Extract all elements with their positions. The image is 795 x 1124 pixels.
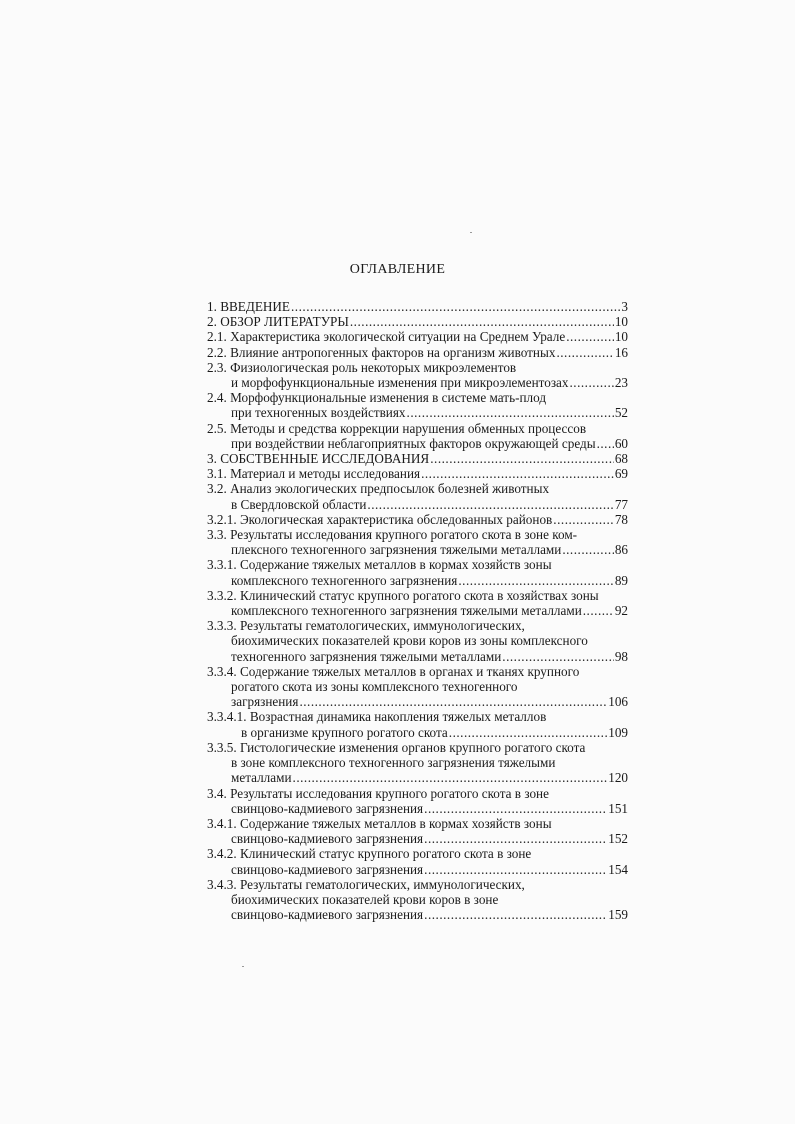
toc-entry[interactable] bbox=[207, 664, 628, 710]
toc-entry-text: свинцово-кадмиевого загрязнения bbox=[231, 800, 424, 816]
toc-line bbox=[207, 892, 628, 907]
toc-entry-text: техногенного загрязнения тяжелыми металлами bbox=[231, 648, 502, 664]
toc-entry-text: 3.2.1. Экологическая характеристика обследованных районов bbox=[207, 511, 553, 527]
dot-leader bbox=[583, 603, 614, 618]
toc-entry-text: 3.4.2. Клинический статус крупного рогатого скота в зоне bbox=[207, 846, 532, 862]
dot-leader bbox=[299, 694, 607, 709]
toc-line bbox=[207, 329, 628, 344]
toc-entry-text: 3.3.4.1. Возрастная динамика накопления тяжелых металлов bbox=[207, 709, 547, 725]
toc-page-number: 86 bbox=[614, 542, 628, 558]
dot-leader bbox=[569, 375, 613, 390]
toc-line bbox=[207, 375, 628, 390]
toc-entry[interactable] bbox=[207, 740, 628, 786]
toc-entry[interactable] bbox=[207, 786, 628, 816]
toc-entry[interactable] bbox=[207, 709, 628, 739]
toc-page-number: 151 bbox=[608, 800, 628, 816]
toc-page-number: 16 bbox=[614, 344, 628, 360]
toc-line bbox=[207, 573, 628, 588]
toc-entry[interactable] bbox=[207, 846, 628, 876]
toc-line bbox=[207, 740, 628, 755]
dot-leader bbox=[597, 436, 614, 451]
toc-entry-text: 3.3. Результаты исследования крупного рогатого скота в зоне ком- bbox=[207, 527, 578, 543]
toc-page-number: 3 bbox=[621, 299, 628, 314]
toc-entry-text: в Свердловской области bbox=[231, 496, 367, 512]
dot-leader bbox=[430, 451, 614, 466]
dot-leader bbox=[566, 329, 614, 344]
toc-line bbox=[207, 755, 628, 770]
toc-line bbox=[207, 831, 628, 846]
toc-line bbox=[207, 512, 628, 527]
toc-line bbox=[207, 557, 628, 572]
toc-entry-text: 2. ОБЗОР ЛИТЕРАТУРЫ bbox=[207, 314, 349, 330]
toc-line bbox=[207, 725, 628, 740]
toc-entry-text: 3.3.2. Клинический статус крупного рогатого скота в хозяйствах зоны bbox=[207, 587, 599, 603]
toc-line bbox=[207, 633, 628, 648]
toc-line bbox=[207, 421, 628, 436]
toc-entry[interactable] bbox=[207, 421, 628, 451]
toc-page-number: 23 bbox=[614, 375, 628, 391]
toc-page-number: 98 bbox=[614, 648, 628, 664]
toc-entry-text: свинцово-кадмиевого загрязнения bbox=[231, 907, 424, 923]
dot-leader bbox=[553, 512, 614, 527]
toc-entry-text: 3.3.4. Содержание тяжелых металлов в органах и тканях крупного bbox=[207, 663, 580, 679]
toc-page-number: 77 bbox=[614, 496, 628, 512]
toc-line bbox=[207, 497, 628, 512]
toc-entry[interactable] bbox=[207, 329, 628, 344]
toc-entry-text: 3. СОБСТВЕННЫЕ ИССЛЕДОВАНИЯ bbox=[207, 451, 430, 467]
toc-page-number: 92 bbox=[614, 603, 628, 619]
dot-leader bbox=[424, 862, 607, 877]
toc-page-number: 69 bbox=[614, 466, 628, 482]
dot-leader bbox=[367, 497, 613, 512]
toc-entry[interactable] bbox=[207, 618, 628, 664]
toc-line bbox=[207, 816, 628, 831]
dot-leader bbox=[424, 907, 607, 922]
toc-page-number: 159 bbox=[608, 907, 628, 923]
toc-page-number: 60 bbox=[614, 435, 628, 451]
toc-line bbox=[207, 649, 628, 664]
toc-entry[interactable] bbox=[207, 299, 628, 314]
toc-line bbox=[207, 345, 628, 360]
toc-entry-text: свинцово-кадмиевого загрязнения bbox=[231, 831, 424, 847]
toc-entry-text: биохимических показателей крови коров в зоне bbox=[231, 891, 499, 907]
toc-entry-text: 1. ВВЕДЕНИЕ bbox=[207, 299, 290, 314]
toc-line bbox=[207, 862, 628, 877]
toc-page-number: 152 bbox=[608, 831, 628, 847]
toc-entry[interactable] bbox=[207, 588, 628, 618]
toc-line bbox=[207, 527, 628, 542]
toc-page-number: 68 bbox=[614, 451, 628, 467]
toc-entry-text: 3.3.5. Гистологические изменения органов крупного рогатого скота bbox=[207, 739, 586, 755]
toc-entry-text: плексного техногенного загрязнения тяжелыми металлами bbox=[231, 542, 562, 558]
toc-line bbox=[207, 694, 628, 709]
toc-line bbox=[207, 314, 628, 329]
toc-entry-text: комплексного техногенного загрязнения тяжелыми металлами bbox=[231, 603, 582, 619]
toc-entry-text: 3.4.3. Результаты гематологических, иммунологических, bbox=[207, 876, 525, 892]
toc-entry[interactable] bbox=[207, 314, 628, 329]
toc-entry-text: в организме крупного рогатого скота bbox=[241, 724, 448, 740]
toc-entry[interactable] bbox=[207, 877, 628, 923]
toc-line bbox=[207, 679, 628, 694]
toc-page-number: 89 bbox=[614, 572, 628, 588]
toc-line bbox=[207, 299, 628, 314]
dot-leader bbox=[293, 770, 608, 785]
dot-leader bbox=[556, 345, 613, 360]
toc-page-number: 10 bbox=[614, 329, 628, 345]
toc-entry-text: 2.3. Физиологическая роль некоторых микроэлементов bbox=[207, 359, 517, 375]
toc-page-number: 52 bbox=[614, 405, 628, 421]
toc-line bbox=[207, 786, 628, 801]
dot-leader bbox=[291, 299, 620, 314]
toc-line bbox=[207, 770, 628, 785]
toc-line bbox=[207, 907, 628, 922]
toc-page-number: 154 bbox=[608, 861, 628, 877]
toc-entry[interactable] bbox=[207, 390, 628, 420]
toc-entry[interactable] bbox=[207, 360, 628, 390]
toc-entry-text: биохимических показателей крови коров из зоны комплексного bbox=[231, 633, 588, 649]
toc-line bbox=[207, 542, 628, 557]
dot-leader bbox=[458, 573, 613, 588]
toc-entry[interactable] bbox=[207, 557, 628, 587]
toc-line bbox=[207, 405, 628, 420]
dot-leader bbox=[424, 801, 607, 816]
dot-leader bbox=[421, 466, 614, 481]
toc-page-number: 106 bbox=[608, 694, 628, 710]
toc-entry-text: свинцово-кадмиевого загрязнения bbox=[231, 861, 424, 877]
dot-leader bbox=[424, 831, 607, 846]
toc-entry-text: 2.1. Характеристика экологической ситуации на Среднем Урале bbox=[207, 329, 566, 345]
toc-page-number: 10 bbox=[614, 314, 628, 330]
toc-line bbox=[207, 390, 628, 405]
toc-line bbox=[207, 451, 628, 466]
table-of-contents bbox=[207, 299, 628, 922]
toc-line bbox=[207, 360, 628, 375]
toc-page-number: 78 bbox=[614, 511, 628, 527]
toc-line bbox=[207, 618, 628, 633]
toc-entry-text: 2.4. Морфофункциональные изменения в системе мать-плод bbox=[207, 390, 547, 406]
toc-line bbox=[207, 481, 628, 496]
toc-line bbox=[207, 846, 628, 861]
toc-entry-text: при воздействии неблагоприятных факторов окружающей среды bbox=[231, 435, 596, 451]
toc-entry[interactable] bbox=[207, 466, 628, 481]
toc-entry-text: рогатого скота из зоны комплексного техногенного bbox=[231, 679, 518, 695]
page-title: ОГЛАВЛЕНИЕ bbox=[349, 262, 446, 277]
toc-line bbox=[207, 466, 628, 481]
dot-leader bbox=[562, 542, 613, 557]
toc-entry-text: 3.4.1. Содержание тяжелых металлов в кормах хозяйств зоны bbox=[207, 815, 552, 831]
toc-page-number: 120 bbox=[608, 770, 628, 786]
toc-line bbox=[207, 801, 628, 816]
toc-line bbox=[207, 664, 628, 679]
toc-entry-text: 3.1. Материал и методы исследования bbox=[207, 466, 421, 482]
toc-entry-text: 3.3.1. Содержание тяжелых металлов в кормах хозяйств зоны bbox=[207, 557, 552, 573]
toc-line bbox=[207, 588, 628, 603]
toc-page-number: 109 bbox=[608, 724, 628, 740]
toc-entry-text: загрязнения bbox=[231, 694, 299, 710]
toc-entry-text: 2.5. Методы и средства коррекции нарушения обменных процессов bbox=[207, 420, 587, 436]
toc-entry[interactable] bbox=[207, 345, 628, 360]
toc-entry-text: и морфофункциональные изменения при микроэлементозах bbox=[231, 375, 569, 391]
toc-entry-text: 3.4. Результаты исследования крупного рогатого скота в зоне bbox=[207, 785, 549, 801]
dot-leader bbox=[350, 314, 614, 329]
toc-entry[interactable] bbox=[207, 527, 628, 557]
toc-line bbox=[207, 436, 628, 451]
toc-entry-text: 3.2. Анализ экологических предпосылок болезней животных bbox=[207, 481, 550, 497]
toc-line bbox=[207, 877, 628, 892]
scan-speck bbox=[470, 232, 472, 233]
toc-entry-text: 3.3.3. Результаты гематологических, иммунологических, bbox=[207, 618, 525, 634]
toc-entry-text: в зоне комплексного техногенного загрязнения тяжелыми bbox=[231, 755, 556, 771]
dot-leader bbox=[407, 405, 614, 420]
toc-entry-text: комплексного техногенного загрязнения bbox=[231, 572, 458, 588]
toc-entry-text: металлами bbox=[231, 770, 292, 786]
toc-entry-text: 2.2. Влияние антропогенных факторов на организм животных bbox=[207, 344, 556, 360]
toc-entry[interactable] bbox=[207, 481, 628, 511]
toc-entry[interactable] bbox=[207, 451, 628, 466]
toc-entry[interactable] bbox=[207, 816, 628, 846]
scan-speck bbox=[242, 966, 244, 967]
dot-leader bbox=[502, 649, 614, 664]
dot-leader bbox=[449, 725, 607, 740]
toc-line bbox=[207, 603, 628, 618]
toc-entry-text: при техногенных воздействиях bbox=[231, 405, 406, 421]
toc-entry[interactable] bbox=[207, 512, 628, 527]
toc-line bbox=[207, 709, 628, 724]
